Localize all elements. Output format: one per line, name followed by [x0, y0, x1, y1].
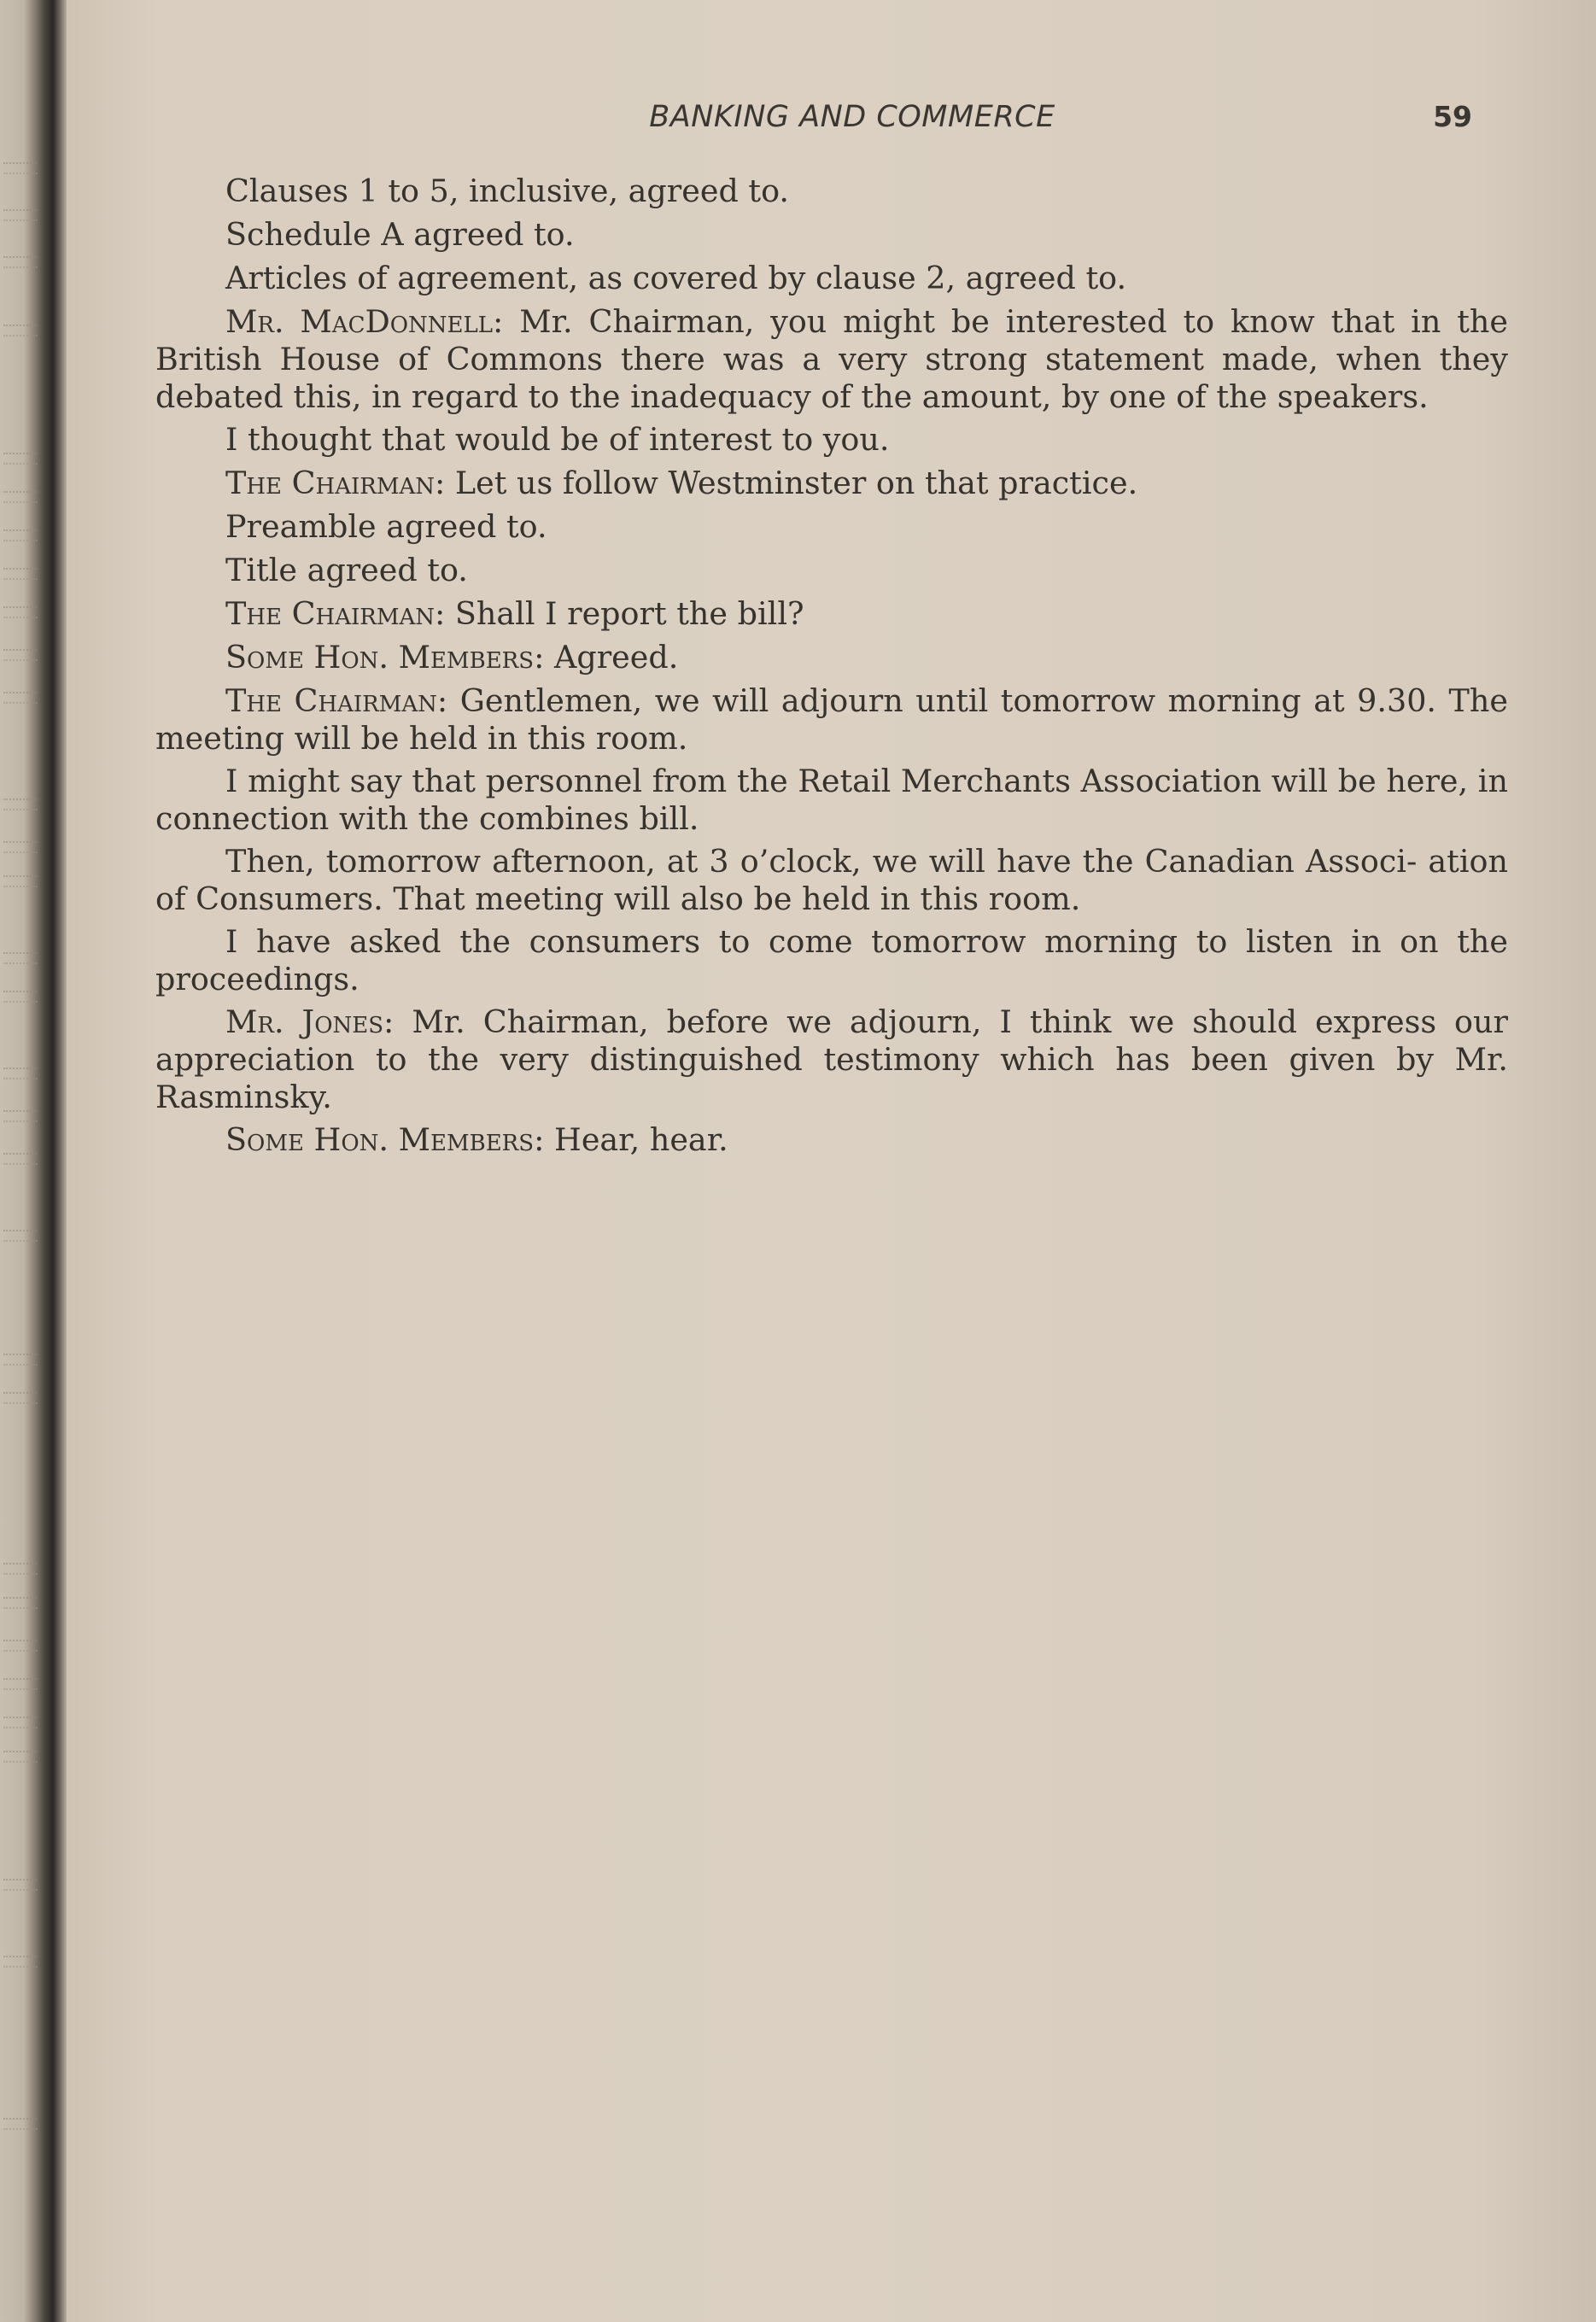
- running-title: BANKING AND COMMERCE: [649, 100, 1055, 134]
- paragraph-text: Articles of agreement, as covered by clause 2, agreed to.: [225, 260, 1127, 296]
- paragraph: [155, 173, 1508, 210]
- speaker-name: The Chairman:: [225, 595, 446, 632]
- paragraph-text: Let us follow Westminster on that practice.: [454, 465, 1138, 501]
- page-body: [155, 173, 1508, 1165]
- paragraph-text: I thought that would be of interest to you.: [225, 421, 890, 458]
- paragraph: [155, 552, 1508, 589]
- paragraph-text: Hear, hear.: [553, 1121, 728, 1158]
- paragraph-text: I might say that personnel from the Retail Merchants Association will be here, in connection with the combines bill.: [155, 763, 1508, 837]
- paragraph-text: Shall I report the bill?: [454, 595, 804, 632]
- paragraph-text: Title agreed to.: [225, 552, 468, 588]
- facing-page-bleed: [3, 0, 41, 2322]
- paragraph-text: Gentlemen, we will adjourn until tomorrow morning at 9.30. The meeting will be held in this room.: [155, 682, 1508, 757]
- paragraph: [155, 923, 1508, 998]
- speaker-name: Mr. Jones:: [225, 1003, 395, 1040]
- paragraph-text: Clauses 1 to 5, inclusive, agreed to.: [225, 173, 790, 209]
- paragraph: [155, 639, 1508, 676]
- paragraph: [155, 216, 1508, 254]
- paragraph: [155, 508, 1508, 546]
- paragraph: [155, 682, 1508, 757]
- paragraph: [155, 763, 1508, 838]
- paragraph: [155, 843, 1508, 918]
- paragraph-text: Schedule A agreed to.: [225, 216, 575, 253]
- speaker-name: Some Hon. Members:: [225, 1121, 545, 1158]
- page-header: [67, 100, 1596, 143]
- paragraph: [155, 303, 1508, 416]
- paragraph-text: Agreed.: [553, 639, 679, 676]
- speaker-name: The Chairman:: [225, 465, 446, 501]
- paragraph: [155, 595, 1508, 633]
- paragraph: [155, 421, 1508, 459]
- speaker-name: Mr. MacDonnell:: [225, 303, 504, 340]
- paragraph-text: Preamble agreed to.: [225, 508, 547, 545]
- paragraph: [155, 260, 1508, 297]
- paragraph: [155, 465, 1508, 502]
- page-number: 59: [1433, 100, 1472, 133]
- paragraph-text: Mr. Chairman, before we adjourn, I think we should express our appreciation to the very distinguished testimony which has been given by Mr. Rasminsky.: [155, 1003, 1508, 1115]
- document-page: [67, 0, 1596, 2322]
- paragraph-text: Then, tomorrow afternoon, at 3 o’clock, we will have the Canadian Associ- ation of Consumers. That meeting will also be held in this room.: [155, 843, 1508, 917]
- paragraph: [155, 1003, 1508, 1116]
- paragraph-text: I have asked the consumers to come tomorrow morning to listen in on the proceedings.: [155, 923, 1508, 997]
- book-binding-edge: [0, 0, 67, 2322]
- speaker-name: Some Hon. Members:: [225, 639, 545, 676]
- speaker-name: The Chairman:: [225, 682, 448, 719]
- paragraph: [155, 1121, 1508, 1159]
- paragraph-text: Mr. Chairman, you might be interested to know that in the British House of Commons there was a very strong statement made, when they debated this, in regard to the inadequacy of the amount, by one of the speakers.: [155, 303, 1508, 415]
